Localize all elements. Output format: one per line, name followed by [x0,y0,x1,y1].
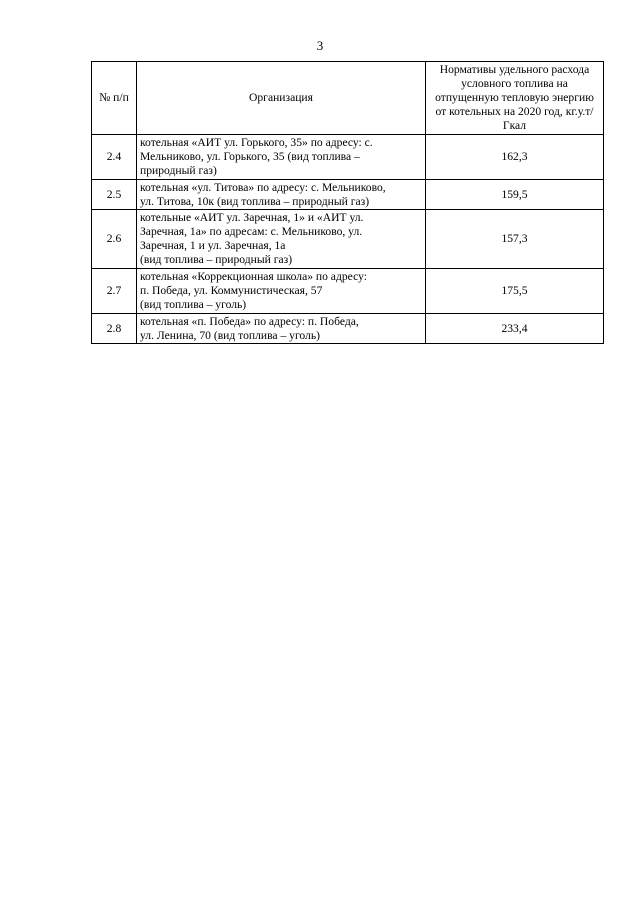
row-organization: котельная «ул. Титова» по адресу: с. Мельниково, ул. Титова, 10к (вид топлива – природный газ) [137,180,426,210]
row-number: 2.7 [92,269,137,314]
table-row [92,314,604,344]
header-row [92,62,604,135]
row-norm: 175,5 [426,269,604,314]
header-organization: Организация [137,62,426,135]
fuel-norms-table [91,61,604,344]
table-row [92,180,604,210]
row-norm: 157,3 [426,210,604,269]
row-organization: котельная «Коррекционная школа» по адресу: п. Победа, ул. Коммунистическая, 57 (вид топлива – уголь) [137,269,426,314]
row-organization: котельная «п. Победа» по адресу: п. Победа, ул. Ленина, 70 (вид топлива – уголь) [137,314,426,344]
row-organization: котельные «АИТ ул. Заречная, 1» и «АИТ ул. Заречная, 1а» по адресам: с. Мельниково, ул. Заречная, 1 и ул. Заречная, 1а (вид топлива – природный газ) [137,210,426,269]
row-norm: 233,4 [426,314,604,344]
header-number: № п/п [92,62,137,135]
table-row [92,269,604,314]
header-norm: Нормативы удельного расхода условного топлива на отпущенную тепловую энергию от котельных на 2020 год, кг.у.т/Гкал [426,62,604,135]
row-organization: котельная «АИТ ул. Горького, 35» по адресу: с. Мельниково, ул. Горького, 35 (вид топлива – природный газ) [137,135,426,180]
row-number: 2.5 [92,180,137,210]
row-number: 2.8 [92,314,137,344]
row-number: 2.4 [92,135,137,180]
table-row [92,210,604,269]
row-number: 2.6 [92,210,137,269]
row-norm: 159,5 [426,180,604,210]
page-number: 3 [316,38,324,53]
table-body [92,135,604,344]
row-norm: 162,3 [426,135,604,180]
table-header [92,62,604,135]
table-row [92,135,604,180]
